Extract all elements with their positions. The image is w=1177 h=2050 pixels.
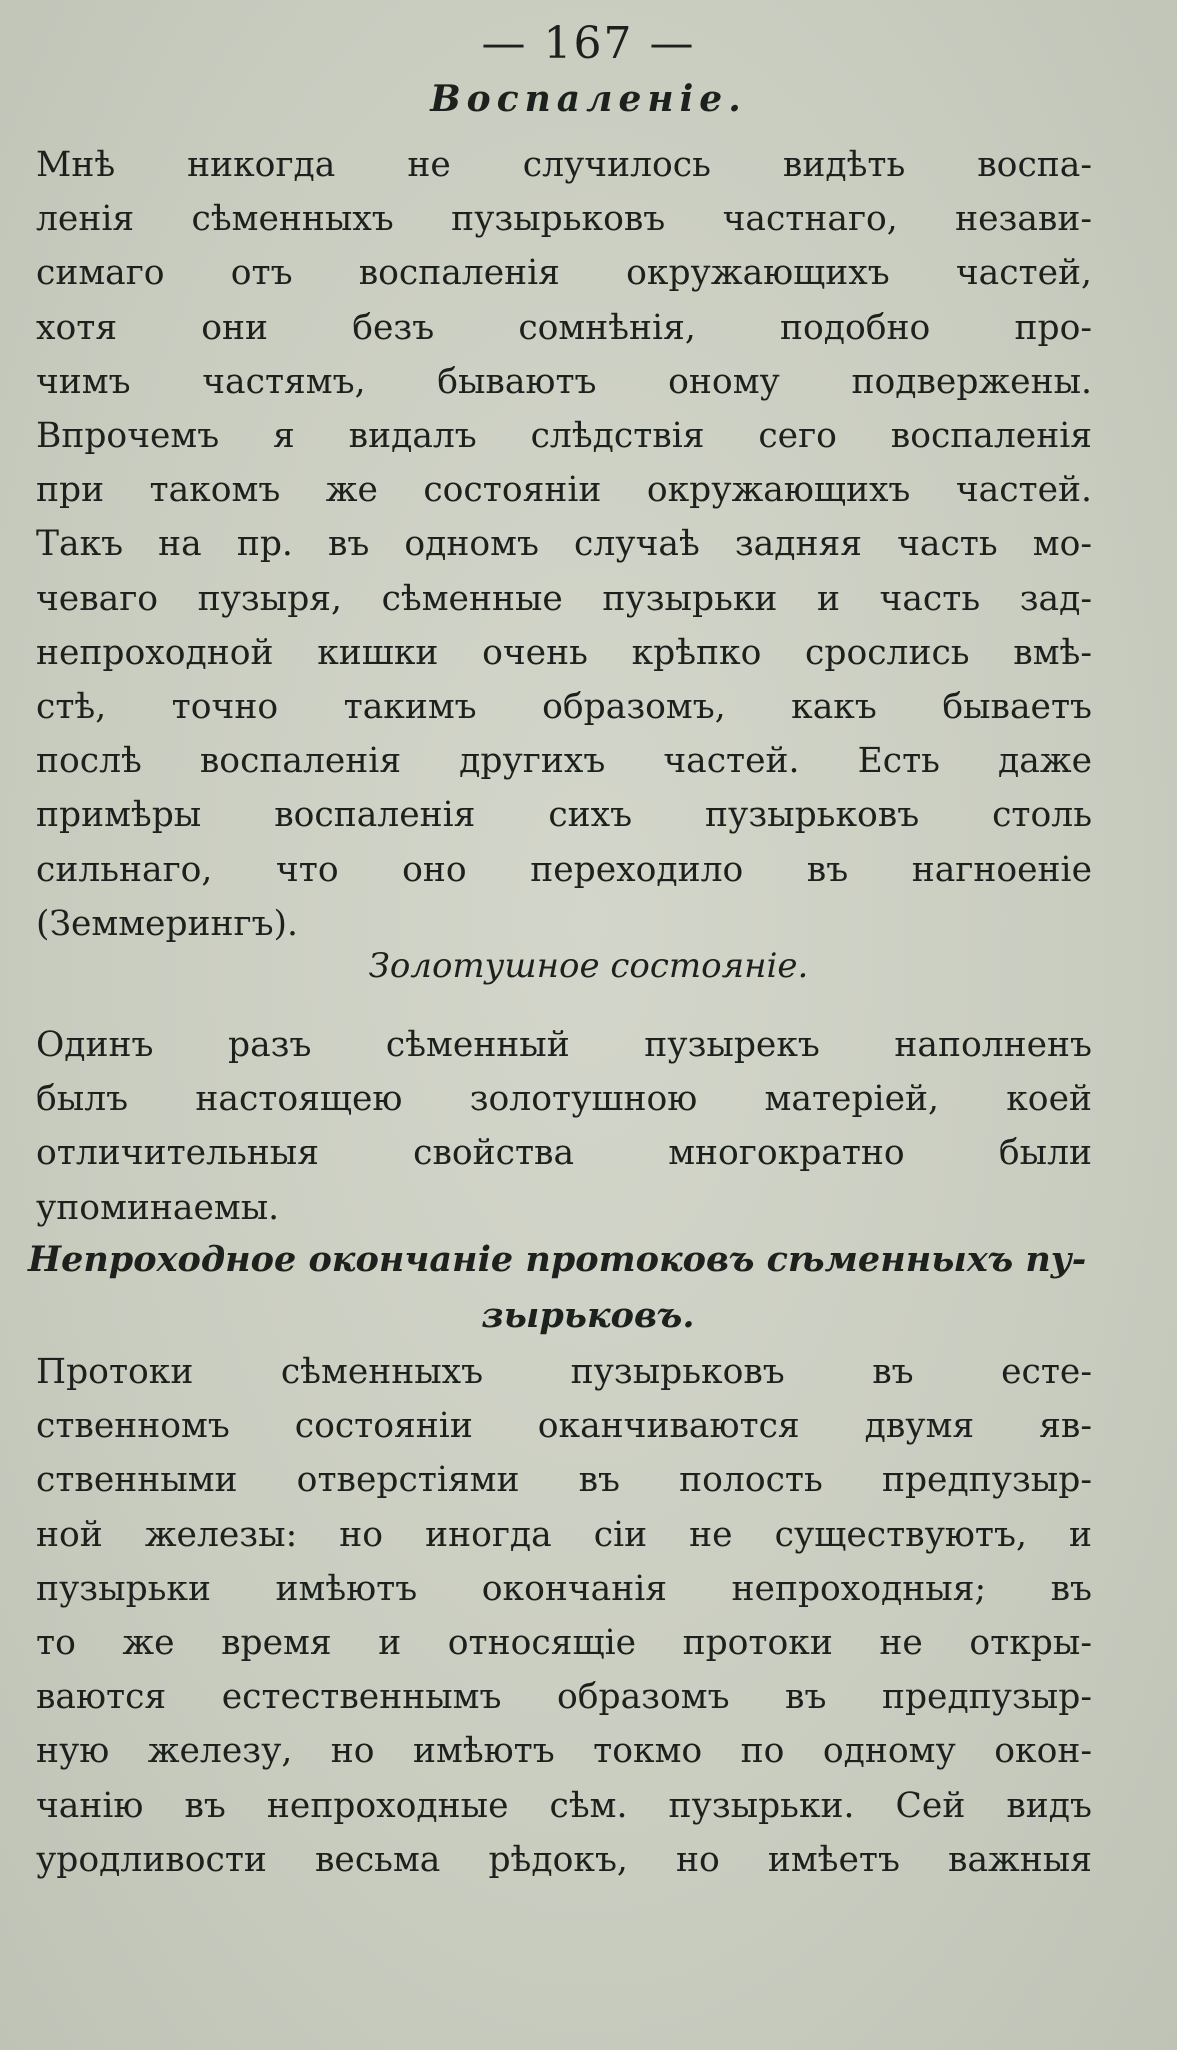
text-line: чеваго пузыря, сѣменные пузырьки и часть зад- [36, 578, 1092, 619]
text-line: ную железу, но имѣютъ токмо по одному окон- [36, 1731, 1092, 1772]
text-line: (Земмерингъ). [36, 903, 298, 944]
text-line: пузырьки имѣютъ окончанія непроходныя; въ [36, 1568, 1092, 1609]
text-line: сильнаго, что оно переходило въ нагноеніе [36, 849, 1092, 890]
text-line: то же время и относящіе протоки не откры- [36, 1623, 1092, 1664]
text-line: уродливости весьма рѣдокъ, но имѣетъ важныя [36, 1839, 1092, 1880]
text-line: ственномъ состояніи оканчиваются двумя яв- [36, 1406, 1092, 1447]
text-line: чанію въ непроходные сѣм. пузырьки. Сей видъ [36, 1785, 1092, 1826]
page-number: — 167 — [481, 18, 696, 69]
text-line: Одинъ разъ сѣменный пузырекъ наполненъ [36, 1025, 1092, 1065]
paragraph-inflammation [36, 138, 1092, 951]
text-line: примѣры воспаленія сихъ пузырьковъ столь [36, 795, 1092, 836]
section-title-line: Непроходное окончаніе протоковъ сѣменныхъ пу- [28, 1239, 1087, 1280]
text-line: Такъ на пр. въ одномъ случаѣ задняя часть мо- [36, 524, 1092, 565]
text-line: отличительныя свойства многократно были [36, 1133, 1092, 1174]
section-title-scrofulous: Золотушное состояніе. [368, 946, 809, 986]
paragraph-impassable-ducts [36, 1345, 1092, 1887]
text-line: былъ настоящею золотушною матеріей, коей [36, 1079, 1092, 1120]
text-line: хотя они безъ сомнѣнія, подобно про- [36, 307, 1092, 348]
text-line: непроходной кишки очень крѣпко срослись вмѣ- [36, 632, 1092, 673]
text-line: ственными отверстіями въ полость предпузыр- [36, 1460, 1092, 1501]
text-line: ной железы: но иногда сіи не существуютъ, и [36, 1514, 1092, 1555]
text-line: симаго отъ воспаленія окружающихъ частей, [36, 253, 1092, 294]
paragraph-scrofulous [36, 1018, 1092, 1235]
text-line: упоминаемы. [36, 1187, 280, 1228]
text-line: чимъ частямъ, бываютъ оному подвержены. [36, 361, 1092, 402]
text-line: стѣ, точно такимъ образомъ, какъ бываетъ [36, 687, 1092, 728]
section-title-inflammation: Воспаленіе. [430, 78, 747, 120]
text-line: Впрочемъ я видалъ слѣдствія сего воспаленія [36, 416, 1092, 457]
text-line: ваются естественнымъ образомъ въ предпузыр- [36, 1677, 1092, 1718]
text-line: ленія сѣменныхъ пузырьковъ частнаго, незави- [36, 199, 1092, 240]
section-title-line: зырьковъ. [481, 1295, 695, 1336]
section-title-impassable-ducts [28, 1232, 1088, 1344]
text-line: при такомъ же состояніи окружающихъ частей. [36, 470, 1092, 511]
text-line: послѣ воспаленія другихъ частей. Есть даже [36, 741, 1092, 782]
text-line: Мнѣ никогда не случилось видѣть воспа- [36, 145, 1092, 185]
text-line: Протоки сѣменныхъ пузырьковъ въ есте- [36, 1352, 1092, 1392]
